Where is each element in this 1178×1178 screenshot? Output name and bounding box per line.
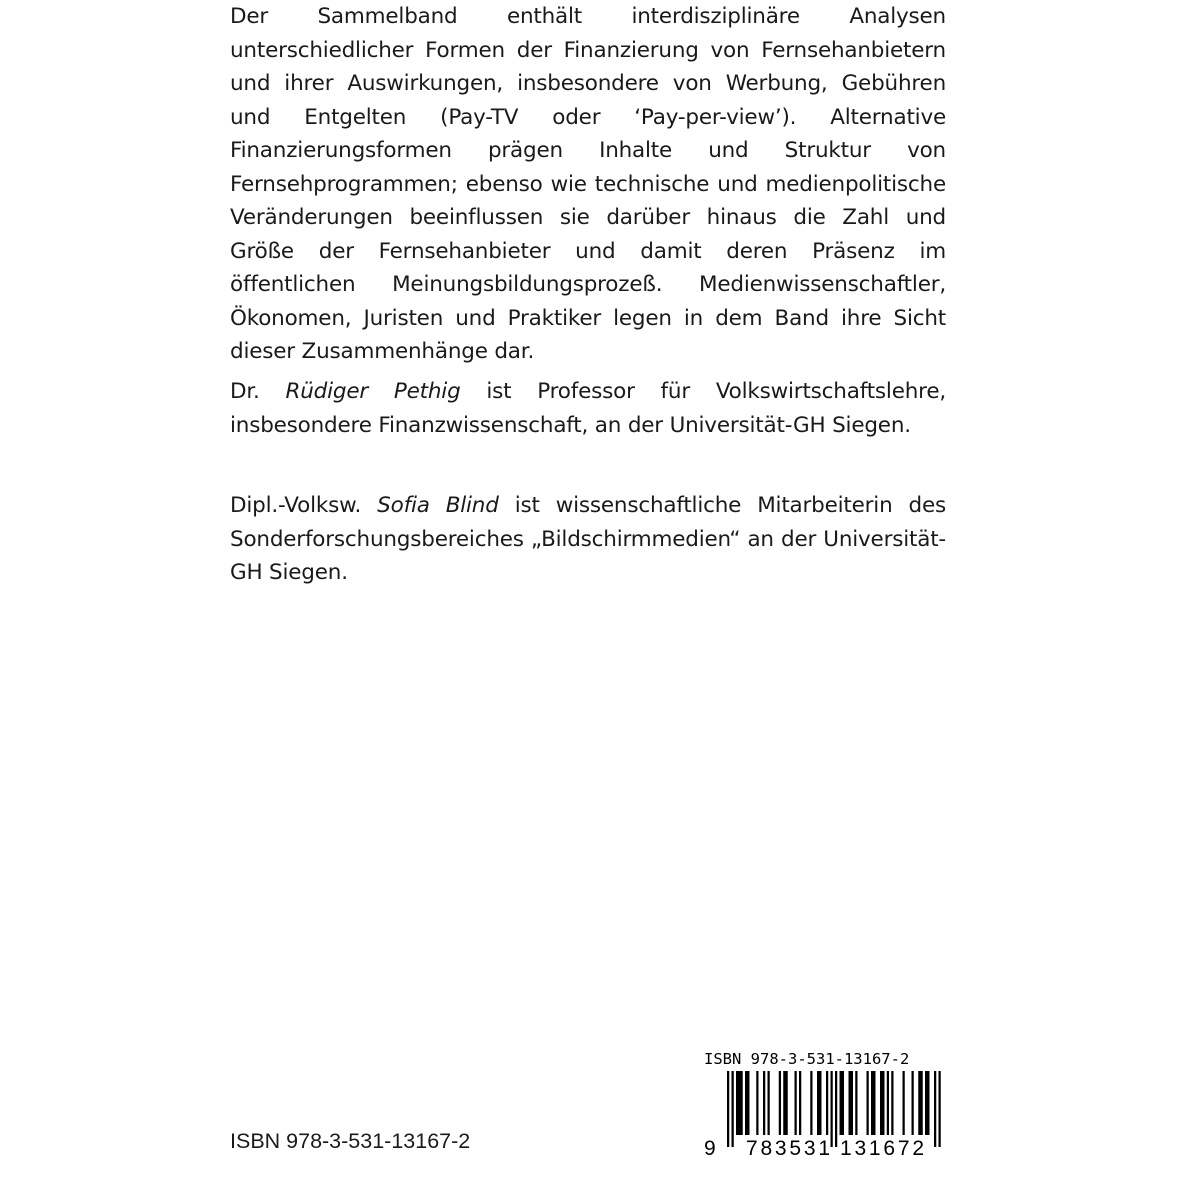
author2-paragraph: [230, 489, 946, 590]
barcode-bar: [891, 1071, 893, 1135]
author1-prefix: Dr.: [230, 379, 260, 404]
barcode-bar: [840, 1071, 845, 1135]
barcode-bar: [795, 1071, 797, 1135]
barcode-guard-bar: [727, 1071, 729, 1147]
barcode-bar: [855, 1071, 857, 1135]
barcode-first-digit: 9: [704, 1137, 716, 1157]
barcode-bar: [799, 1071, 801, 1135]
barcode-bar: [756, 1071, 758, 1135]
author2-name: Sofia Blind: [377, 493, 499, 518]
barcode-left-digits: 783531: [746, 1137, 830, 1157]
abstract-paragraph: Der Sammelband enthält interdisziplinäre Analysen unterschiedlicher Formen der Finanzierung von Fernsehanbietern und ihrer Auswirkungen, insbesondere von Werbung, Gebühren und Entgelten (Pay-TV oder ‘Pay-per-view’). Alternative Finanzierungsformen prägen Inhalte und Struktur von Fernsehprogrammen; ebenso wie technische und medienpolitische Veränderungen beeinflussen sie darüber hinaus die Zahl und Größe der Fernsehanbieter und damit deren Präsenz im öffentlichen Meinungsbildungsprozeß. Medienwissenschaftler, Ökonomen, Juristen und Praktiker legen in dem Band ihre Sicht dieser Zusammenhänge dar.: [230, 4, 946, 364]
barcode-bar: [871, 1071, 876, 1135]
barcode-bar: [849, 1071, 854, 1135]
barcode-bar: [736, 1071, 743, 1135]
barcode-bar: [745, 1071, 750, 1135]
barcode-right-digits: 131672: [840, 1137, 924, 1157]
barcode-guard-bar: [732, 1071, 734, 1147]
isbn-label: ISBN 978-3-531-13167-2: [230, 1129, 471, 1153]
barcode-guard-bar: [835, 1071, 837, 1147]
barcode-guard-bar: [939, 1071, 941, 1147]
barcode-guard-bar: [831, 1071, 833, 1147]
author1-paragraph: [230, 375, 946, 442]
barcode-bar: [912, 1071, 914, 1135]
author2-bio: ist wissenschaftliche Mitarbeiterin des Sonderforschungsbereiches „Bildschirmmedien“ an der Universität-GH Siegen.: [230, 493, 946, 585]
barcode-bar: [763, 1071, 765, 1135]
barcode-bar: [867, 1071, 869, 1135]
isbn-barcode: [700, 1047, 950, 1157]
author1-bio: ist Professor für Volkswirtschaftslehre, insbesondere Finanzwissenschaft, an der Universität-GH Siegen.: [230, 379, 946, 438]
barcode-isbn-text: ISBN 978-3-531-13167-2: [704, 1050, 910, 1068]
barcode-bar: [779, 1071, 781, 1135]
barcode-bar: [783, 1071, 788, 1135]
barcode-bar: [880, 1071, 885, 1135]
barcode-bar: [887, 1071, 889, 1135]
barcode-bar: [768, 1071, 770, 1135]
barcode-bar: [903, 1071, 905, 1135]
author2-prefix: Dipl.-Volksw.: [230, 493, 362, 518]
barcode-bar: [810, 1071, 812, 1135]
author1-name: Rüdiger Pethig: [285, 379, 461, 404]
barcode-bar: [925, 1071, 930, 1135]
barcode-bar: [826, 1071, 828, 1135]
barcode-bars: [727, 1071, 941, 1147]
barcode-bar: [817, 1071, 822, 1135]
barcode-bar: [918, 1071, 923, 1135]
barcode-guard-bar: [934, 1071, 936, 1147]
